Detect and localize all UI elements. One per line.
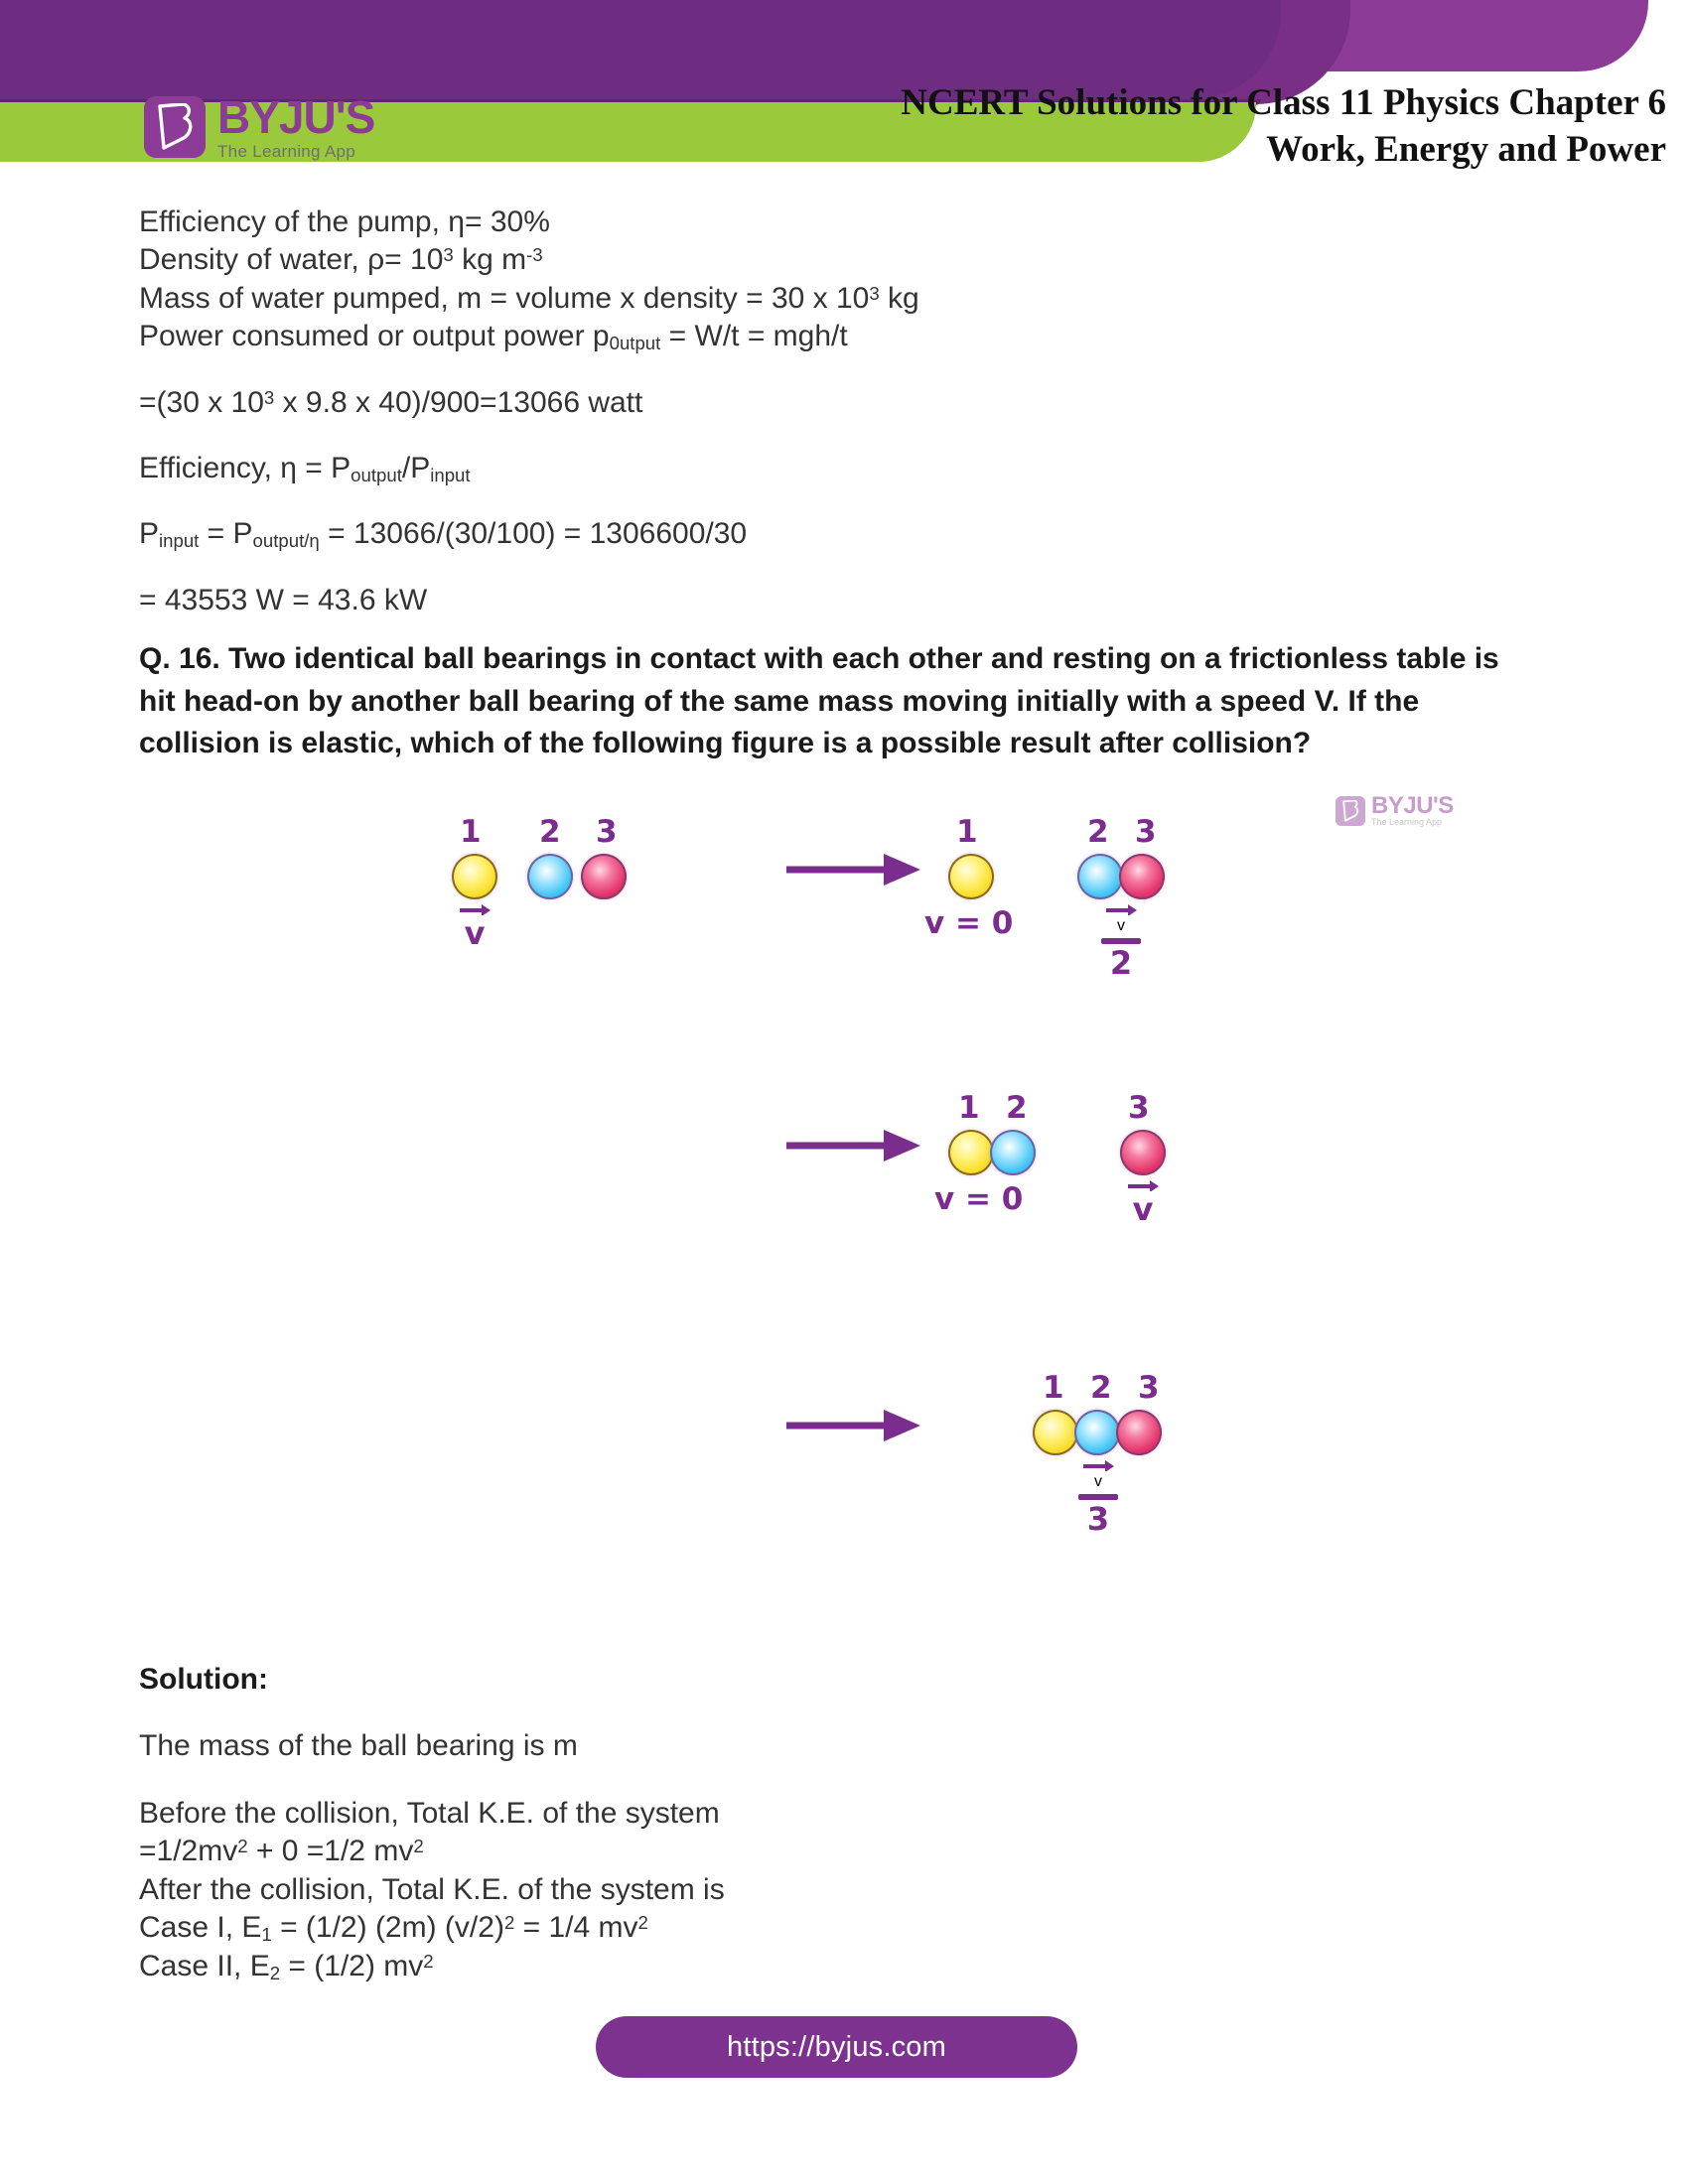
solution-line-3: After the collision, Total K.E. of the system is <box>139 1872 725 1906</box>
page-title-line1: NCERT Solutions for Class 11 Physics Chapter 6 <box>901 82 1666 123</box>
ball-label-3: 3 <box>1128 1090 1150 1126</box>
ball-label-1: 1 <box>956 814 978 850</box>
equation-2: Efficiency, $\eta = P_{output}/P_{input}$ <box>139 451 471 486</box>
logo-wordmark: BYJU'S <box>217 91 375 143</box>
transition-arrow-1-icon <box>784 849 923 895</box>
footer-url-label: https://byjus.com <box>727 2030 946 2063</box>
ball-label-2: 2 <box>1087 814 1109 850</box>
byjus-logo <box>144 91 375 161</box>
collision-figure <box>0 794 1688 1648</box>
vector-arrow-icon <box>1072 1457 1124 1473</box>
transition-arrow-2-icon <box>784 1125 923 1171</box>
ball-2 <box>1074 1410 1120 1455</box>
velocity-fraction-v-over-3 <box>1072 1457 1124 1537</box>
ball-label-3: 3 <box>596 814 618 850</box>
ball-1 <box>452 854 497 899</box>
logo-tagline: The Learning App <box>217 142 356 161</box>
ball-3 <box>1116 1410 1162 1455</box>
velocity-denominator: 3 <box>1086 1500 1110 1538</box>
velocity-numerator: v <box>1117 917 1125 934</box>
solution-derivation <box>139 1795 1529 1985</box>
solution-line-2: $=1/2mv^2 + 0 =1/2$ $mv^2$ <box>139 1835 424 1868</box>
intro-equations <box>139 204 1549 619</box>
velocity-zero-label: v = 0 <box>934 1181 1024 1217</box>
ball-2 <box>1077 854 1123 899</box>
page-title-line2: Work, Energy and Power <box>1266 129 1666 171</box>
ball-1 <box>1033 1410 1078 1455</box>
vector-arrow-icon <box>1095 901 1147 917</box>
ball-2 <box>990 1130 1036 1175</box>
ball-label-3: 3 <box>1135 814 1157 850</box>
watermark-wordmark: BYJU'S <box>1371 792 1454 819</box>
velocity-numerator: v <box>1094 1473 1102 1490</box>
solution-line-4: Case I, $E_1 = (1/2)$ (2m) $(v/2)^2 = 1/4$ $mv^2$ <box>139 1911 648 1946</box>
velocity-numerator: v <box>1132 1190 1154 1228</box>
velocity-vector-v <box>1120 1177 1166 1228</box>
watermark-tagline: The Learning App <box>1371 817 1443 827</box>
velocity-denominator: 2 <box>1109 944 1133 982</box>
intro-line-2: Density of water, $\rho= 10^3$ kg $m^{-3}$ <box>139 243 543 277</box>
velocity-label: v <box>464 914 486 952</box>
equation-1: =(30 x $10^3$ x 9.8 x 40)/900=13066 watt <box>139 385 643 419</box>
ball-3 <box>581 854 627 899</box>
velocity-vector-v <box>452 901 497 952</box>
solution-intro: The mass of the ball bearing is m <box>139 1729 578 1762</box>
question-text: Q. 16. Two identical ball bearings in contact with each other and resting on a frictionless table is hit head-on by another ball bearing of the same mass moving initially with a speed V. If the collision is elastic, which of the following figure is a possible result after collision? <box>139 642 1499 760</box>
ball-label-2: 2 <box>1090 1370 1112 1406</box>
b-letter-icon <box>154 103 196 151</box>
solution-line-1: Before the collision, Total K.E. of the system <box>139 1797 720 1830</box>
velocity-fraction-v-over-2 <box>1095 901 1147 981</box>
byjus-logo-mark-icon <box>144 96 206 158</box>
ball-3 <box>1119 854 1165 899</box>
ball-label-1: 1 <box>958 1090 980 1126</box>
ball-1 <box>948 1130 994 1175</box>
solution-heading: Solution: <box>139 1663 268 1696</box>
solution-section <box>139 1663 1529 1985</box>
solution-line-5: Case II, $E_2 = (1/2)$ $mv^2$ <box>139 1949 434 1983</box>
ball-label-3: 3 <box>1138 1370 1160 1406</box>
intro-line-3: Mass of water pumped, m = volume x density = 30 x $10^3$ kg <box>139 281 919 315</box>
ball-label-2: 2 <box>539 814 561 850</box>
intro-line-1: Efficiency of the pump, η= 30% <box>139 205 550 238</box>
ball-2 <box>527 854 573 899</box>
ball-label-1: 1 <box>1043 1370 1064 1406</box>
footer-url-button[interactable] <box>596 2016 1077 2078</box>
velocity-zero-label: v = 0 <box>924 905 1014 941</box>
ball-3 <box>1120 1130 1166 1175</box>
transition-arrow-3-icon <box>784 1405 923 1451</box>
equation-3: $P_{input} = P_{output/\eta} = 13066/(30/100) = 1306600/30$ <box>139 517 748 552</box>
ball-label-1: 1 <box>460 814 482 850</box>
page-title <box>673 79 1666 174</box>
ball-1 <box>948 854 994 899</box>
intro-line-4: Power consumed or output power $p_{0utput} = W/t = mgh/t$ <box>139 320 848 354</box>
ball-label-2: 2 <box>1006 1090 1028 1126</box>
equation-4: = 43553 W = 43.6 kW <box>139 583 428 616</box>
